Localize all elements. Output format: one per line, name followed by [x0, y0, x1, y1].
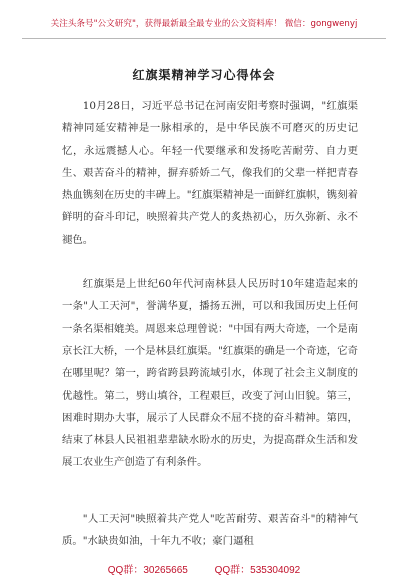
document-title: 红旗渠精神学习心得体会 — [132, 68, 276, 82]
header-banner: 关注头条号"公文研究"，获得最新最全最专业的公文资料库！ 微信：gongwenyj — [22, 14, 386, 39]
paragraph-1: 10月28日，习近平总书记在河南安阳考察时强调，"红旗渠精神同延安精神是一脉相承的，是中华民族不可磨灭的历史记忆，永远震撼人心。年轻一代要继承和发扬吃苦耐劳、自力更生、艰苦奋斗的精神，摒弃骄娇二气，像我们的父辈一样把青春热血镌刻在历史的丰碑上。"红旗渠精神是一面鲜红旗帜，镌刻着鲜明的奋斗印记，映照着共产党人的炙热初心，历久弥新、永不褪色。 — [62, 100, 358, 246]
paragraph-3: "人工天河"映照着共产党人"吃苦耐劳、艰苦奋斗"的精神气质。"水缺贵如油，十年九不收；豪门逼租 — [62, 512, 358, 548]
footer-qq-group-2: QQ群：535304092 — [214, 565, 301, 576]
footer-qq-group-1: QQ群：30265665 — [107, 565, 188, 576]
footer-qq-groups — [0, 561, 408, 576]
document-body — [62, 95, 358, 574]
paragraph-2: 红旗渠是上世纪60年代河南林县人民历时10年建造起来的一条"人工天河"，誉满华夏，播扬五洲，可以和我国历史上任何一条名渠相媲美。周恩来总理曾说："中国有两大奇迹，一个是南京长江大桥，一个是林县红旗渠。"红旗渠的确是一个奇迹，它奇在哪里呢？第一，跨省跨县跨流域引水，体现了社会主义制度的优越性。第二，劈山填谷，工程艰巨，改变了河山旧貌。第三，困难时期办大事，展示了人民群众不屈不挠的奋斗精神。第四，结束了林县人民祖祖辈辈缺水盼水的历史，为提高群众生活和发展工农业生产创造了有利条件。 — [62, 278, 358, 469]
